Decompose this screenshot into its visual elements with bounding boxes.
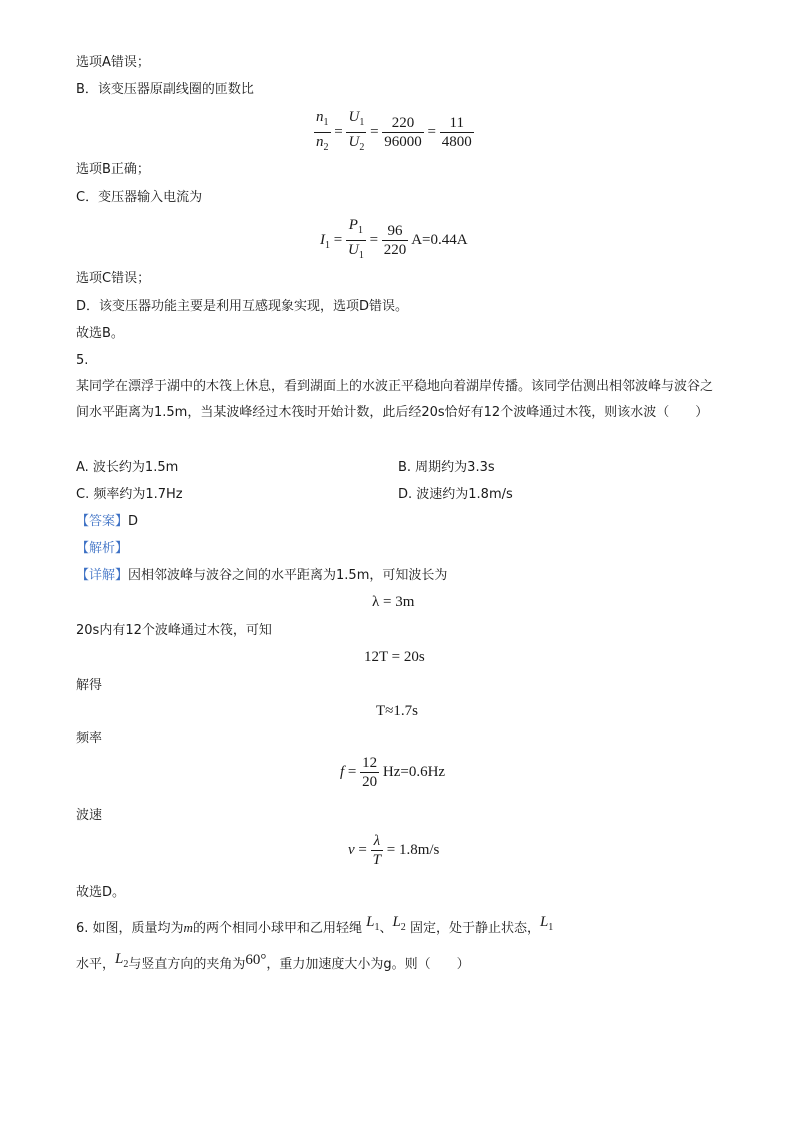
- q5-number: 5.: [76, 353, 89, 368]
- q4-option-c-text: C．变压器输入电流为: [76, 190, 203, 205]
- q5-wavelength-equation: λ = 3m: [372, 594, 415, 610]
- q6-line-2: 水平，$L_2$与竖直方向的夹角为60°，重力加速度大小为g。则（ ）: [76, 951, 470, 972]
- q4-turns-ratio-equation: $\frac{n_1}{n_2}$ = $\frac{U_1}{U_2}$ = $\frac{220}{96000}$ = $\frac{11}{4800}$: [316, 109, 472, 153]
- q4-current-equation: $I_1$ = $\frac{P_1}{U_1}$ = $\frac{96}{220}$ A=0.44A: [320, 217, 468, 261]
- q5-speed-label: 波速: [76, 808, 103, 823]
- q5-solve-label: 解得: [76, 678, 103, 693]
- q4-option-b-right: 选项B正确；: [76, 162, 150, 177]
- q4-option-d-text: D．该变压器功能主要是利用互感现象实现，选项D错误。: [76, 299, 409, 314]
- q6-line-1: 6. 如图，质量均为m的两个相同小球甲和乙用轻绳 $L_1$、$L_2$ 固定，处于静止状态，$L_1$: [76, 914, 554, 936]
- q5-final-choice: 故选D。: [76, 885, 126, 900]
- q5-period-equation: 12T = 20s: [364, 649, 425, 665]
- detail-tag: 【详解】: [76, 568, 129, 583]
- q5-frequency-label: 频率: [76, 731, 103, 746]
- q4-option-c-wrong: 选项C错误；: [76, 271, 151, 286]
- q5-option-b: B. 周期约为3.3s: [398, 460, 495, 475]
- q5-speed-equation: v = $\frac{\lambda}{T}$ = 1.8m/s: [348, 833, 440, 868]
- q4-option-a-wrong: 选项A错误；: [76, 55, 150, 70]
- q4-option-b-text: B．该变压器原副线圈的匝数比: [76, 82, 254, 97]
- q5-answer: [76, 513, 138, 531]
- q5-detail: [76, 567, 447, 585]
- answer-value: D: [128, 514, 139, 529]
- q5-period-result: T≈1.7s: [376, 703, 418, 719]
- q5-option-d: D. 波速约为1.8m/s: [398, 487, 513, 502]
- q5-analysis-tag: 【解析】: [76, 541, 129, 556]
- q5-option-a: A. 波长约为1.5m: [76, 460, 179, 475]
- q5-stem: 某同学在漂浮于湖中的木筏上休息，看到湖面上的水波正平稳地向着湖岸传播。该同学估测出相邻波峰与波谷之间水平距离为1.5m，当某波峰经过木筏时开始计数，此后经20s恰好有12个波峰通过木筏，则该水波（ ）: [76, 379, 714, 420]
- q4-final-choice: 故选B。: [76, 326, 124, 341]
- q5-text-20s: 20s内有12个波峰通过木筏，可知: [76, 623, 272, 638]
- q5-option-c: C. 频率约为1.7Hz: [76, 487, 183, 502]
- detail-text: 因相邻波峰与波谷之间的水平距离为1.5m，可知波长为: [128, 568, 448, 583]
- answer-tag: 【答案】: [76, 514, 129, 529]
- q5-frequency-equation: f = $\frac{12}{20}$ Hz=0.6Hz: [340, 755, 446, 790]
